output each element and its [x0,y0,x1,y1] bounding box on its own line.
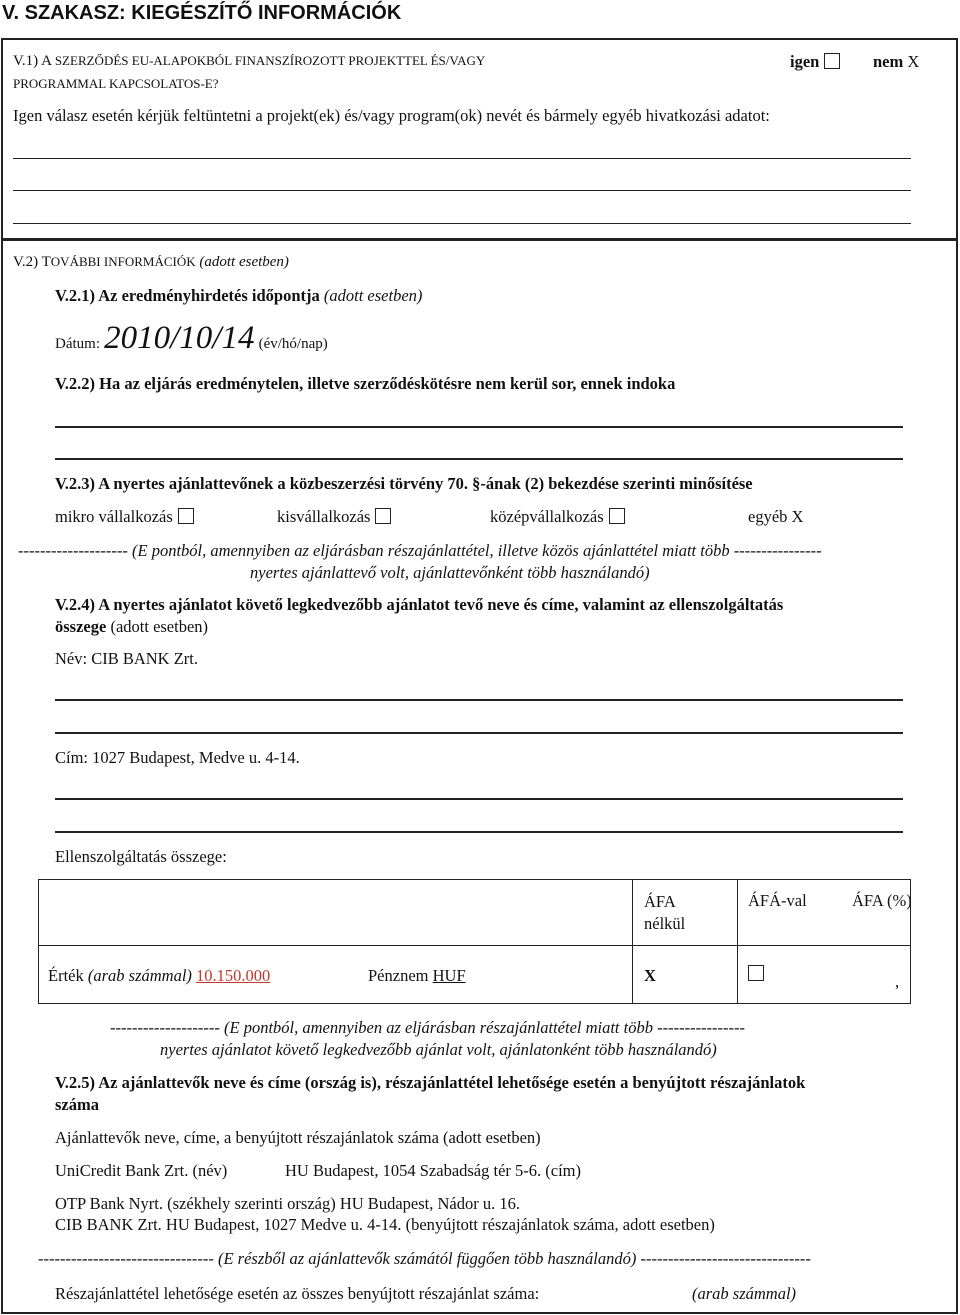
dash-note-2-line2: nyertes ajánlatot követő legkedvezőbb ajánlat volt, ajánlatonként több használandó) [160,1040,717,1059]
v1-answer-line-1 [13,158,911,159]
opt-small: kisvállalkozás [277,507,391,527]
date-value: 2010/10/14 [104,320,255,356]
dash-note-1: -------------------- (E pontból, amennyiben az eljárásban részajánlattétel, illetve közös ajánlattétel miatt több ---------------- [18,541,822,560]
partial-bids-label: Részajánlattétel lehetősége esetén az összes benyújtott részajánlat száma: [55,1284,540,1303]
yes-checkbox[interactable] [824,53,840,69]
vat-incl-checkbox-cell [744,964,764,984]
section-title: V. SZAKASZ: KIEGÉSZÍTŐ INFORMÁCIÓK [2,2,402,24]
opt-other: egyéb X [748,507,804,526]
col-vat-incl: ÁFÁ-val [748,891,807,910]
value-cell: Érték (arab számmal) 10.150.000 [48,966,271,985]
consideration-label: Ellenszolgáltatás összege: [55,847,227,866]
table-col-divider-1 [632,879,633,1004]
table-col-divider-2 [737,879,738,1004]
name-line-2 [55,732,903,734]
col-vat-pct: ÁFA (%) [852,891,912,910]
v22-line-2 [55,458,903,460]
small-checkbox[interactable] [375,508,391,524]
runner-up-address: Cím: 1027 Budapest, Medve u. 4-14. [55,748,300,767]
v2-heading: V.2) TOVÁBBI INFORMÁCIÓK (adott esetben) [13,254,289,270]
bidder-3: CIB BANK Zrt. HU Budapest, 1027 Medve u. 4-14. (benyújtott részajánlatok száma, adott esetben) [55,1215,715,1234]
address-line-1 [55,798,903,800]
v24-heading-line2: összege (adott esetben) [55,617,209,636]
value-amount: 10.150.000 [196,966,271,985]
bidder-1-address: HU Budapest, 1054 Szabadság tér 5-6. (cím) [285,1161,582,1180]
v22-heading: V.2.2) Ha az eljárás eredménytelen, illetve szerződéskötésre nem kerül sor, ennek indoka [55,374,676,393]
v1-no-option: nem X [873,52,920,71]
bidder-1-name: UniCredit Bank Zrt. (név) [55,1161,228,1180]
opt-medium: középvállalkozás [490,507,625,527]
v22-line-1 [55,426,903,428]
v25-subtitle: Ajánlattevők neve, címe, a benyújtott részajánlatok száma (adott esetben) [55,1128,541,1147]
name-line-1 [55,699,903,701]
currency-cell: Pénznem HUF [368,966,466,985]
runner-up-name: Név: CIB BANK Zrt. [55,649,198,668]
vat-excl-mark: X [644,966,656,985]
dash-note-1-line2: nyertes ajánlattevő volt, ajánlattevőnként több használandó) [250,563,650,582]
opt-micro: mikro vállalkozás [55,507,194,527]
vat-incl-checkbox[interactable] [748,965,764,981]
bidder-2: OTP Bank Nyrt. (székhely szerinti ország) HU Budapest, Nádor u. 16. [55,1194,520,1213]
v21-heading: V.2.1) Az eredményhirdetés időpontja (adott esetben) [55,286,423,305]
v1-yes-option: igen [790,52,840,72]
v2-frame [1,238,958,1314]
micro-checkbox[interactable] [178,508,194,524]
table-row-divider [38,945,911,946]
v1-answer-line-3 [13,223,911,224]
col-vat-excl: ÁFA nélkül [644,892,686,933]
date-row: Dátum: 2010/10/14 (év/hó/nap) [55,320,328,356]
vat-pct-value: , [895,972,900,991]
address-line-2 [55,831,903,833]
no-mark: X [907,52,920,71]
partial-bids-note: (arab számmal) [692,1284,797,1303]
v1-question: V.1) A SZERZŐDÉS EU-ALAPOKBÓL FINANSZÍROZOTT PROJEKTTEL ÉS/VAGY [13,53,486,69]
v1-instruction: Igen válasz esetén kérjük feltüntetni a projekt(ek) és/vagy program(ok) nevét és bármely egyéb hivatkozási adatot: [13,106,770,125]
dash-note-2: -------------------- (E pontból, amennyiben az eljárásban részajánlattétel miatt több ---------------- [110,1018,746,1037]
v1-question-line2: PROGRAMMAL KAPCSOLATOS-E? [13,76,219,91]
v23-heading: V.2.3) A nyertes ajánlattevőnek a közbeszerzési törvény 70. §-ának (2) bekezdése szerinti minősítése [55,474,753,493]
medium-checkbox[interactable] [609,508,625,524]
v25-heading-line2: száma [55,1095,99,1114]
v25-heading: V.2.5) Az ajánlattevők neve és címe (ország is), részajánlattétel lehetősége esetén a benyújtott részajánlatok [55,1073,806,1092]
v24-heading: V.2.4) A nyertes ajánlatot követő legkedvezőbb ajánlatot tevő neve és címe, valamint az ellenszolgáltatás [55,595,784,614]
v1-answer-line-2 [13,190,911,191]
dash-note-3: -------------------------------- (E részből az ajánlattevők számától függően több használandó) ------------------------------- [38,1249,811,1268]
